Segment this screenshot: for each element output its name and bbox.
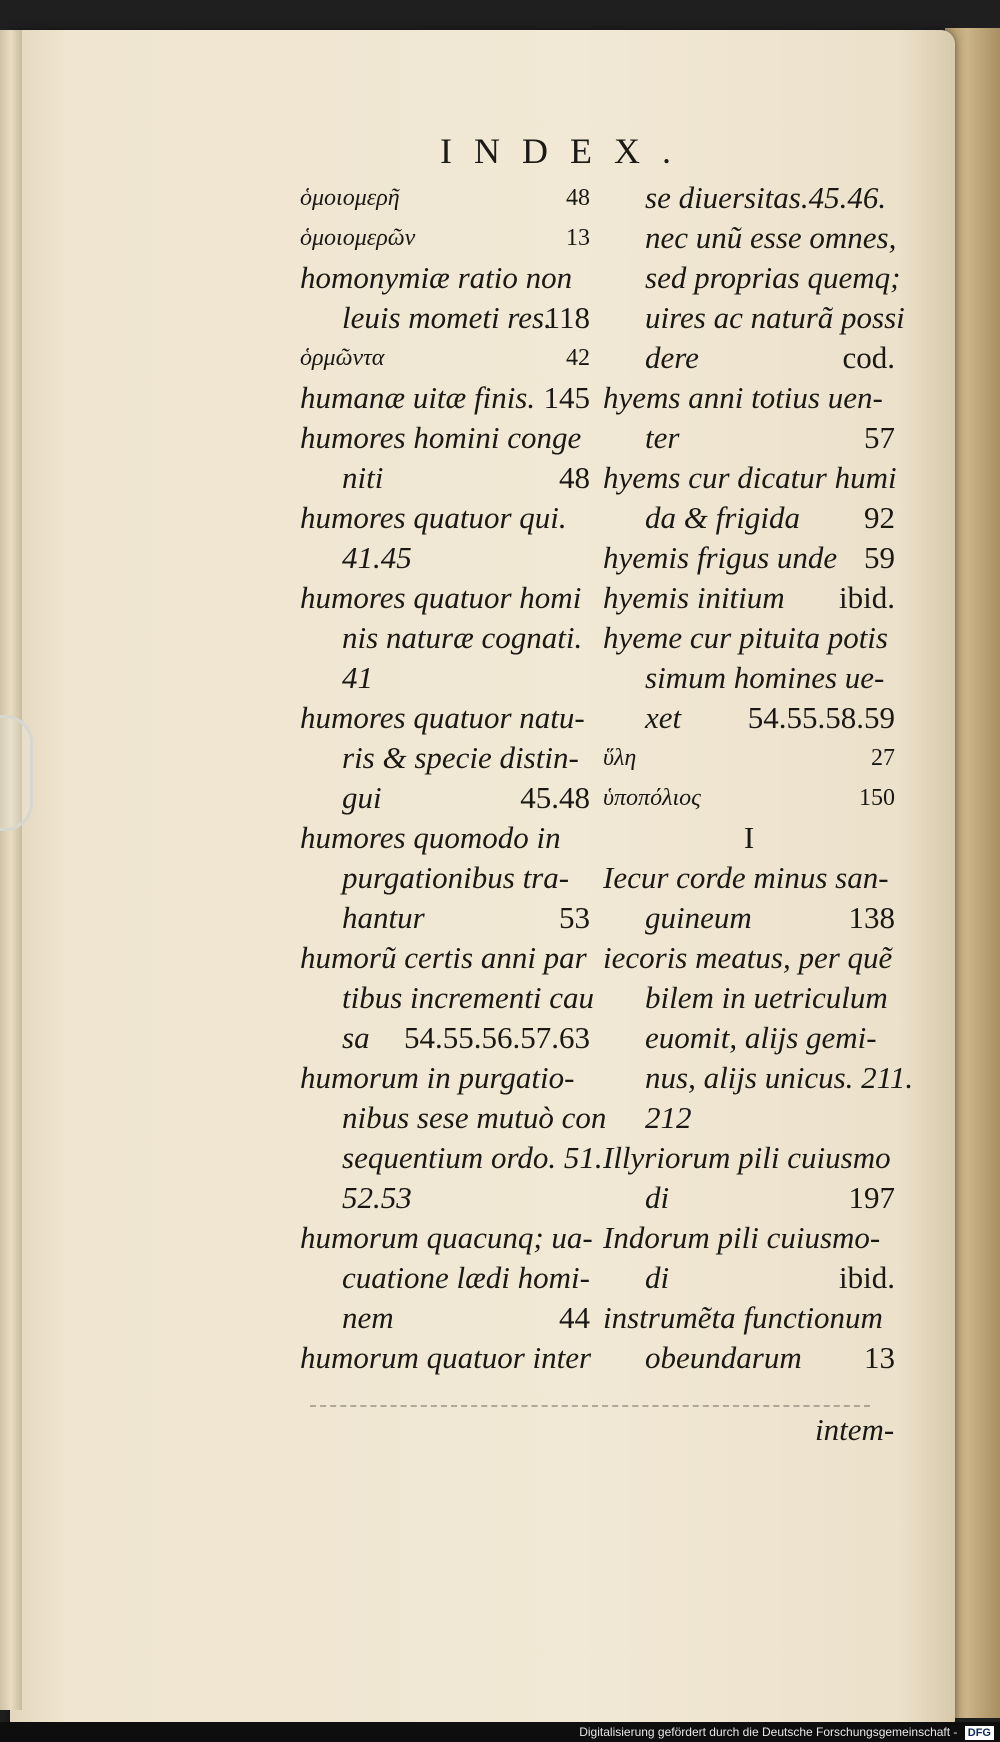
entry-page-ref: 57 xyxy=(864,420,895,455)
index-entry xyxy=(300,618,590,658)
index-entry xyxy=(603,1018,895,1058)
index-entry xyxy=(300,218,590,258)
entry-text: nis naturæ cognati. xyxy=(342,620,583,655)
index-entry xyxy=(300,738,590,778)
index-entry xyxy=(300,938,590,978)
entry-page-ref: 44 xyxy=(559,1300,590,1335)
entry-text: simum homines ue- xyxy=(645,660,885,695)
digitization-footer xyxy=(0,1722,1000,1742)
index-entry xyxy=(603,938,895,978)
index-entry xyxy=(603,738,895,778)
entry-text: sequentium ordo. 51. xyxy=(342,1140,603,1175)
entry-text: Illyriorum pili cuiusmo xyxy=(603,1140,891,1175)
index-entry xyxy=(603,1098,895,1138)
index-entry xyxy=(300,1018,590,1058)
entry-page-ref: 54.55.58.59 xyxy=(747,700,895,735)
index-entry xyxy=(300,818,590,858)
entry-text: humorum quatuor inter xyxy=(300,1340,592,1375)
entry-page-ref: 150 xyxy=(859,785,895,811)
entry-text: instrumẽta functionum xyxy=(603,1300,883,1335)
index-entry xyxy=(300,1258,590,1298)
entry-text: leuis mometi res. xyxy=(342,300,552,335)
index-entry xyxy=(603,298,905,338)
entry-page-ref: 48 xyxy=(566,185,590,211)
entry-page-ref: 53 xyxy=(559,900,590,935)
index-entry xyxy=(300,1338,590,1378)
index-entry xyxy=(300,538,590,578)
entry-text: da & frigida xyxy=(645,500,801,535)
entry-page-ref: 92 xyxy=(864,500,895,535)
index-entry xyxy=(300,778,590,818)
index-entry xyxy=(300,1178,590,1218)
entry-text: ὁμοιομερῶν xyxy=(300,225,416,251)
page-rule xyxy=(310,1405,870,1409)
index-entry xyxy=(300,658,590,698)
entry-page-ref: 59 xyxy=(864,540,895,575)
entry-text: cuatione lædi homi- xyxy=(342,1260,590,1295)
page-header: INDEX. xyxy=(440,131,693,171)
index-entry xyxy=(300,298,590,338)
entry-page-ref: ibid. xyxy=(839,1260,895,1295)
entry-page-ref: 13 xyxy=(864,1340,895,1375)
entry-text: ter xyxy=(645,420,680,455)
index-entry xyxy=(603,898,895,938)
entry-text: tibus incrementi cau xyxy=(342,980,594,1015)
page-clip xyxy=(0,715,33,831)
index-entry xyxy=(603,858,895,898)
entry-page-ref: 13 xyxy=(566,225,590,251)
index-entry xyxy=(603,1298,895,1338)
entry-text: humores quatuor qui. xyxy=(300,500,567,535)
index-column-left xyxy=(300,178,607,1378)
index-entry xyxy=(300,578,590,618)
index-entry xyxy=(300,1098,607,1138)
entry-text: ὕλη xyxy=(603,745,637,771)
index-entry xyxy=(300,1218,593,1258)
entry-text: humores quatuor natu- xyxy=(300,700,585,735)
index-entry xyxy=(603,778,895,818)
entry-text: guineum xyxy=(645,900,752,935)
entry-text: hyems anni totius uen- xyxy=(603,380,883,415)
entry-page-ref: ibid. xyxy=(839,580,895,615)
index-entry xyxy=(300,1138,603,1178)
entry-text: ὁρμῶντα xyxy=(300,345,385,371)
entry-text: humores quatuor homi xyxy=(300,580,582,615)
entry-text: sa xyxy=(342,1020,370,1055)
index-entry xyxy=(300,378,590,418)
entry-text: hyems cur dicatur humi xyxy=(603,460,897,495)
entry-text: hyeme cur pituita potis xyxy=(603,620,888,655)
entry-text: ὁμοιομερῆ xyxy=(300,185,400,211)
index-entry xyxy=(603,658,895,698)
entry-text: nibus sese mutuò con xyxy=(342,1100,607,1135)
index-entry xyxy=(603,698,895,738)
entry-page-ref: 145 xyxy=(543,380,590,415)
index-entry xyxy=(300,498,590,538)
entry-text: humorũ certis anni par xyxy=(300,940,587,975)
entry-text: di xyxy=(645,1180,670,1215)
catchword: intem- xyxy=(815,1412,895,1447)
entry-text: sed proprias quemq; xyxy=(645,260,901,295)
index-entry xyxy=(603,1138,895,1178)
entry-text: niti xyxy=(342,460,384,495)
entry-text: nus, alijs unicus. 211. xyxy=(645,1060,914,1095)
index-entry xyxy=(300,698,590,738)
index-entry xyxy=(300,258,590,298)
entry-text: 52.53 xyxy=(342,1180,412,1215)
index-entry xyxy=(603,978,895,1018)
entry-page-ref: 118 xyxy=(544,300,590,335)
index-entry xyxy=(603,1178,895,1218)
entry-text: dere xyxy=(645,340,699,375)
index-entry xyxy=(300,338,590,378)
index-column-right xyxy=(603,178,914,1378)
index-entry xyxy=(603,178,895,218)
index-entry xyxy=(603,1338,895,1378)
index-entry xyxy=(300,458,590,498)
entry-text: humorum in purgatio- xyxy=(300,1060,575,1095)
entry-text: humores homini conge xyxy=(300,420,582,455)
entry-text: I xyxy=(743,820,755,855)
entry-text: purgationibus tra- xyxy=(342,860,570,895)
entry-text: bilem in uetriculum xyxy=(645,980,888,1015)
index-entry xyxy=(603,498,895,538)
index-entry xyxy=(603,538,895,578)
entry-page-ref: cod. xyxy=(842,340,895,375)
index-entry xyxy=(603,1218,895,1258)
entry-text: humorum quacunq; ua- xyxy=(300,1220,593,1255)
entry-text: uires ac naturã possi xyxy=(645,300,905,335)
entry-text: 212 xyxy=(645,1100,692,1135)
index-entry xyxy=(603,818,895,858)
entry-text: se diuersitas.45.46. xyxy=(645,180,887,215)
index-entry xyxy=(603,618,895,658)
index-entry xyxy=(603,1258,895,1298)
index-entry xyxy=(300,858,590,898)
index-entry xyxy=(603,1058,914,1098)
entry-text: hyemis initium xyxy=(603,580,785,615)
entry-text: di xyxy=(645,1260,670,1295)
entry-page-ref: 27 xyxy=(871,745,895,771)
entry-text: humanæ uitæ finis. xyxy=(300,380,536,415)
entry-text: 41 xyxy=(342,660,373,695)
entry-page-ref: 45.48 xyxy=(520,780,590,815)
entry-page-ref: 42 xyxy=(566,345,590,371)
index-entry xyxy=(603,458,895,498)
entry-page-ref: 197 xyxy=(848,1180,895,1215)
index-entry xyxy=(300,1058,590,1098)
entry-page-ref: 48 xyxy=(559,460,590,495)
footer-text: Digitalisierung gefördert durch die Deutsche Forschungsgemeinschaft - xyxy=(579,1725,958,1739)
entry-text: obeundarum xyxy=(645,1340,802,1375)
entry-text: ris & specie distin- xyxy=(342,740,579,775)
entry-text: homonymiæ ratio non xyxy=(300,260,573,295)
index-entry xyxy=(300,898,590,938)
book-edge xyxy=(0,30,22,1710)
index-entry xyxy=(300,978,594,1018)
entry-text: nec unũ esse omnes, xyxy=(645,220,897,255)
index-entry xyxy=(300,178,590,218)
entry-text: hyemis frigus unde xyxy=(603,540,838,575)
index-entry xyxy=(603,378,895,418)
entry-page-ref: 138 xyxy=(848,900,895,935)
entry-text: Iecur corde minus san- xyxy=(603,860,889,895)
entry-page-ref: 54.55.56.57.63 xyxy=(404,1020,590,1055)
entry-text: hantur xyxy=(342,900,425,935)
index-entry xyxy=(603,218,895,258)
entry-text: nem xyxy=(342,1300,394,1335)
entry-text: iecoris meatus, per quẽ xyxy=(603,940,893,975)
index-entry xyxy=(603,578,895,618)
entry-text: 41.45 xyxy=(342,540,412,575)
entry-text: Indorum pili cuiusmo- xyxy=(603,1220,881,1255)
index-entry xyxy=(300,418,590,458)
entry-text: humores quomodo in xyxy=(300,820,561,855)
index-entry xyxy=(603,258,901,298)
entry-text: ὑποπόλιος xyxy=(603,785,701,811)
entry-text: gui xyxy=(342,780,382,815)
entry-text: xet xyxy=(645,700,682,735)
index-entry xyxy=(603,418,895,458)
index-entry xyxy=(603,338,895,378)
entry-text: euomit, alijs gemi- xyxy=(645,1020,877,1055)
dfg-logo: DFG xyxy=(965,1726,994,1740)
index-entry xyxy=(300,1298,590,1338)
